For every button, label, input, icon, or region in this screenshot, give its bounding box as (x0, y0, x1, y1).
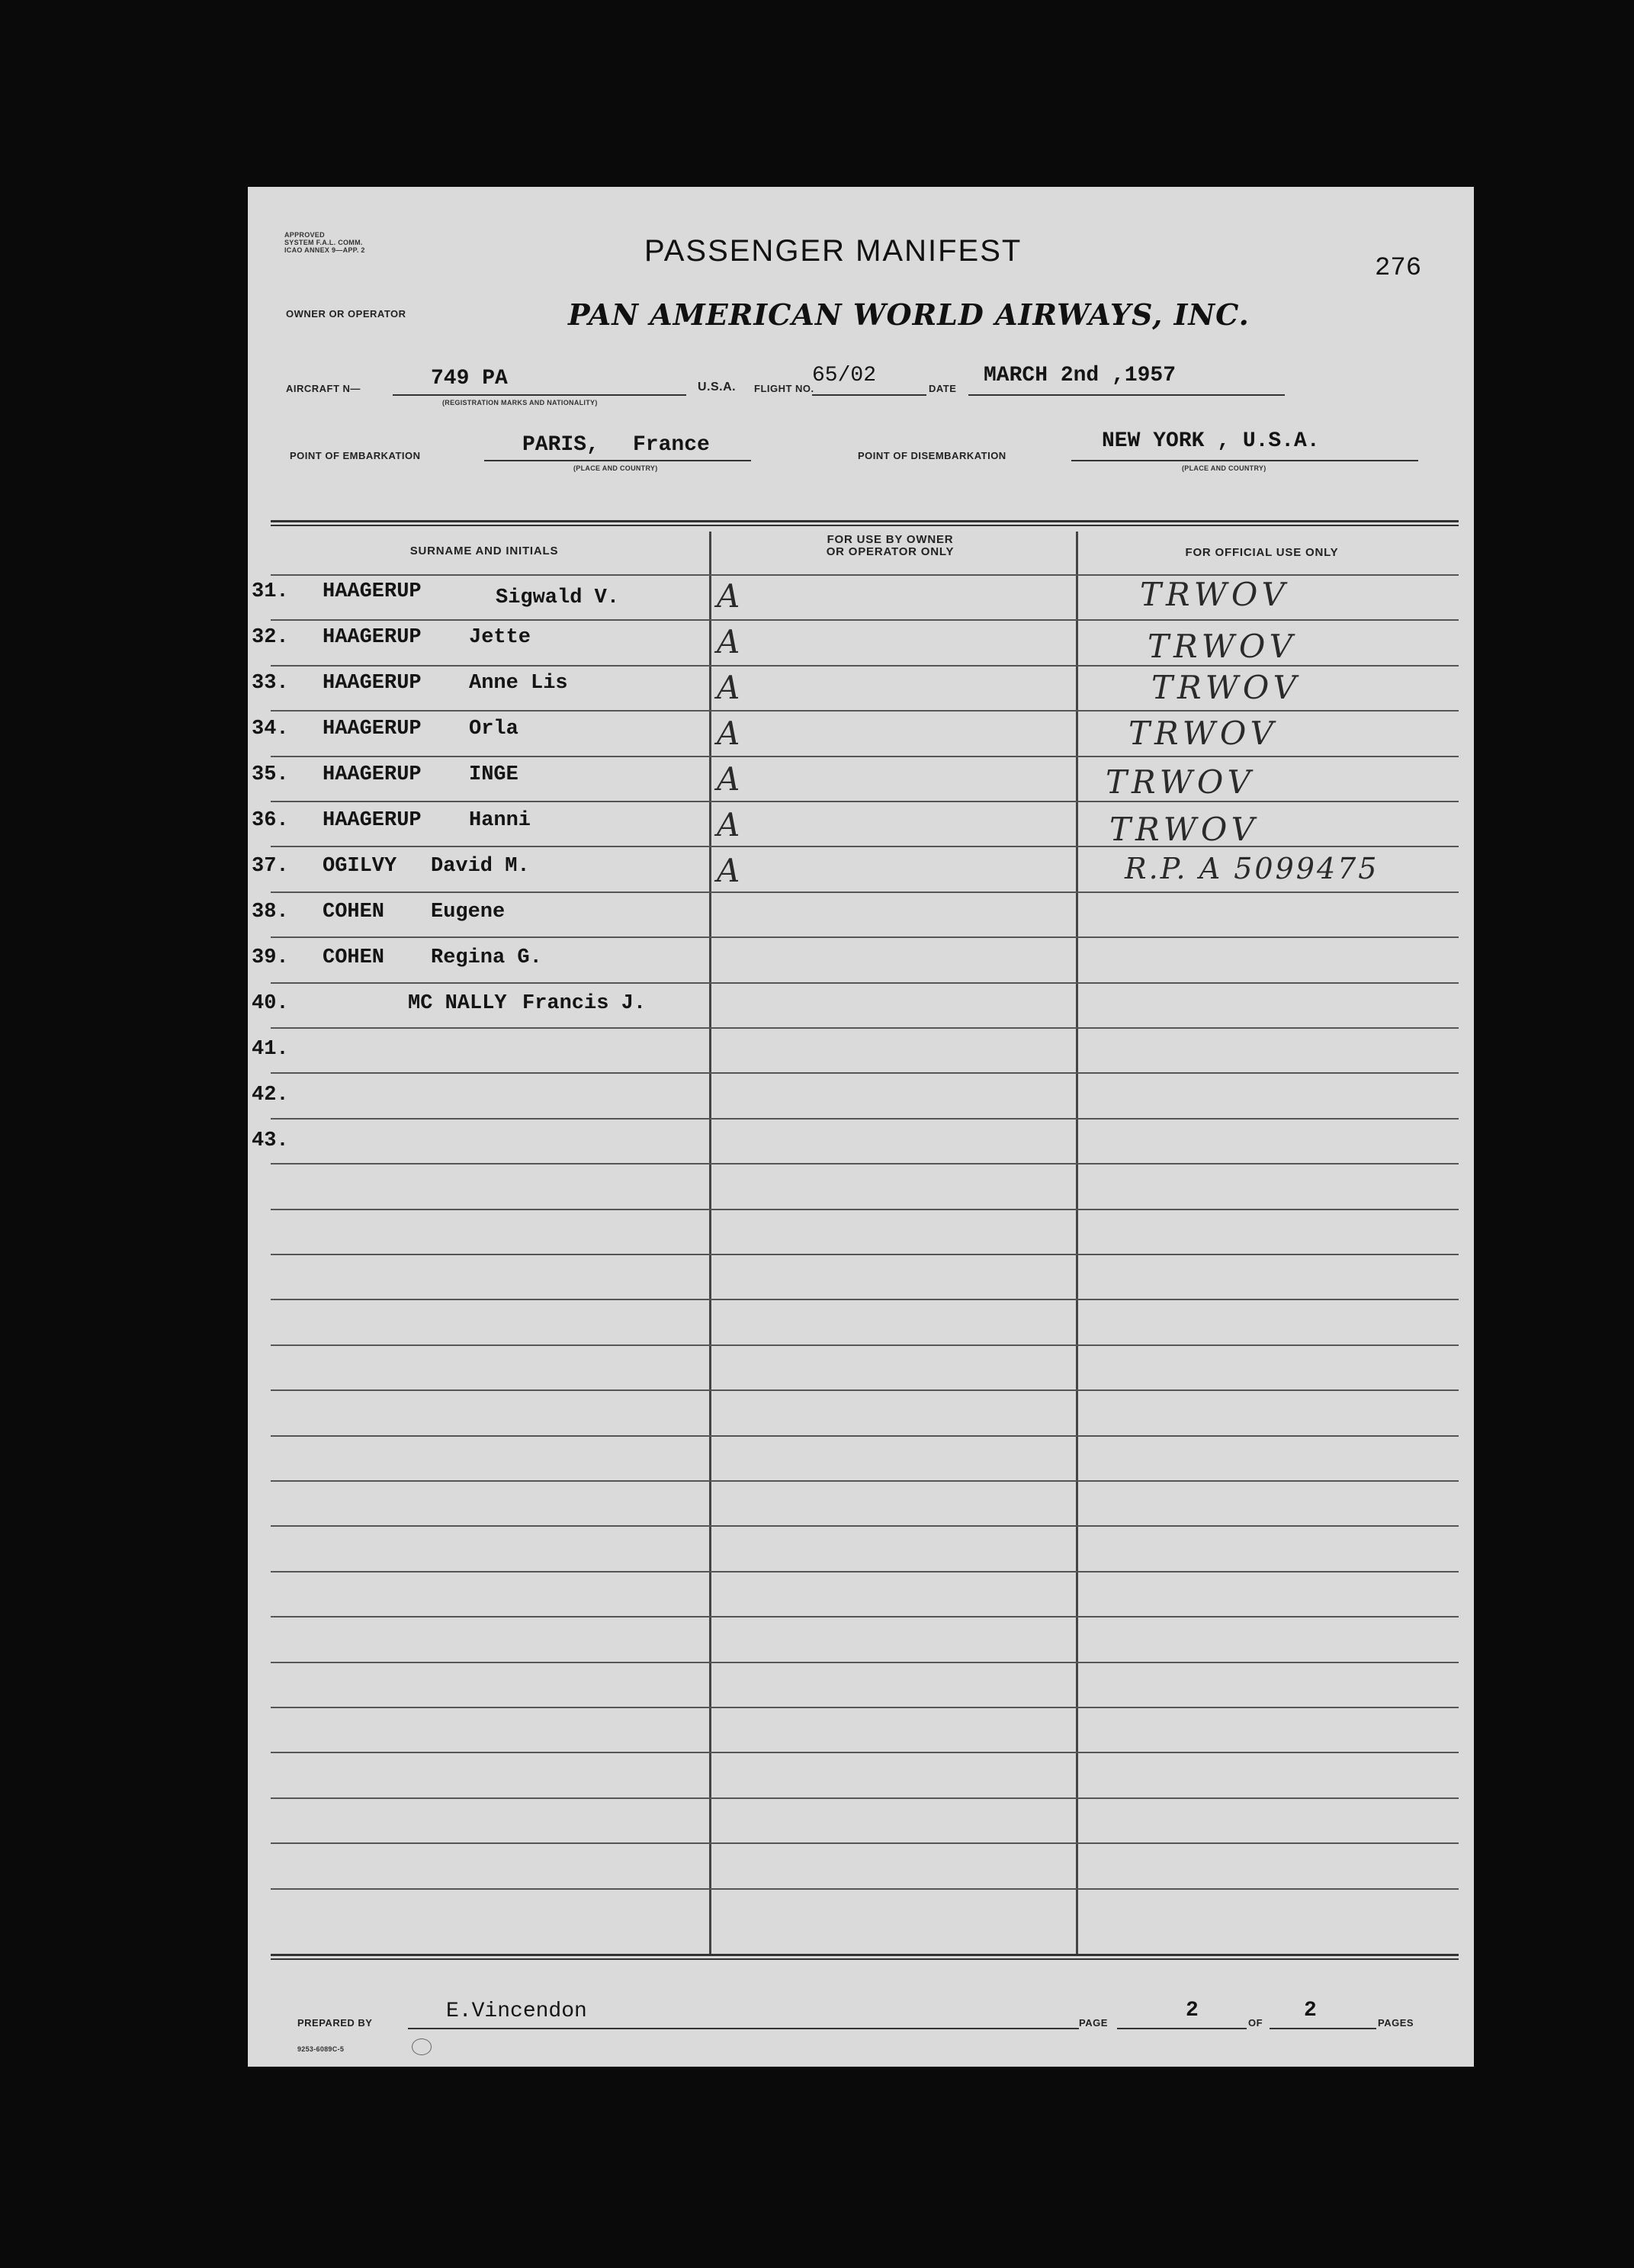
flight-value: 65/02 (812, 364, 877, 387)
passenger-given-name: Eugene (431, 901, 506, 924)
row-rule (271, 1480, 1459, 1482)
passenger-given-name: Hanni (469, 809, 531, 832)
page-value: 2 (1186, 1999, 1199, 2022)
row-number: 39. (252, 946, 289, 969)
owner-mark: A (717, 577, 745, 615)
printers-mark-icon (412, 2038, 432, 2055)
embark-city: PARIS, (522, 433, 599, 457)
passenger-given-name: Francis J. (522, 992, 647, 1015)
column-header-official-use: FOR OFFICIAL USE ONLY (1185, 546, 1339, 559)
manifest-page (248, 187, 1474, 2067)
row-number: 41. (252, 1038, 289, 1061)
date-label: DATE (929, 383, 957, 394)
passenger-given-name: Orla (469, 718, 518, 740)
owner-mark: A (717, 669, 745, 706)
row-number: 36. (252, 809, 289, 832)
passenger-surname: HAAGERUP (323, 763, 422, 786)
table-row (248, 574, 1474, 620)
passenger-given-name: Regina G. (431, 946, 542, 969)
official-entry: TRWOV (1148, 628, 1297, 665)
passenger-surname: HAAGERUP (323, 580, 422, 603)
passenger-surname: COHEN (323, 946, 385, 969)
passenger-given-name: David M. (431, 855, 530, 878)
column-header-owner-line: OR OPERATOR ONLY (826, 545, 955, 558)
passenger-surname: OGILVY (323, 855, 397, 878)
owner-label: OWNER OR OPERATOR (286, 308, 406, 320)
row-rule (271, 1707, 1459, 1708)
pages-label: PAGES (1378, 2017, 1414, 2029)
form-number: 9253-6089C-5 (297, 2045, 345, 2053)
approved-line: SYSTEM F.A.L. COMM. (284, 239, 363, 246)
disembark-value: NEW YORK , U.S.A. (1102, 429, 1320, 453)
prepared-by-value: E.Vincendon (446, 2000, 587, 2023)
table-row (248, 895, 1474, 940)
date-value: MARCH 2nd ,1957 (984, 364, 1177, 387)
row-rule (271, 1435, 1459, 1437)
official-entry: R.P. A 5099475 (1125, 852, 1379, 885)
row-rule (271, 1888, 1459, 1890)
row-rule (271, 1662, 1459, 1663)
approved-line: APPROVED (284, 231, 325, 239)
official-entry: TRWOV (1151, 669, 1301, 706)
approved-block (284, 231, 365, 254)
owner-mark: A (717, 623, 745, 660)
row-rule (271, 1209, 1459, 1210)
embark-country: France (633, 433, 710, 457)
flight-label: FLIGHT NO. (754, 383, 814, 394)
company-name: PAN AMERICAN WORLD AIRWAYS, INC. (568, 297, 1250, 332)
owner-mark: A (717, 852, 745, 889)
registration-note: (REGISTRATION MARKS AND NATIONALITY) (442, 399, 598, 406)
table-row (248, 986, 1474, 1032)
owner-mark: A (717, 760, 745, 798)
row-number: 35. (252, 763, 289, 786)
passenger-given-name: Jette (469, 626, 531, 649)
row-rule (271, 1254, 1459, 1255)
embark-note: (PLACE AND COUNTRY) (573, 464, 658, 472)
table-row (248, 712, 1474, 757)
passenger-surname: HAAGERUP (323, 672, 422, 695)
prepared-by-label: PREPARED BY (297, 2017, 373, 2029)
table-row (248, 757, 1474, 803)
passenger-surname: COHEN (323, 901, 385, 924)
passenger-surname: HAAGERUP (323, 809, 422, 832)
table-row (248, 940, 1474, 986)
table-row (248, 1123, 1474, 1169)
row-rule (271, 1344, 1459, 1346)
page-title: PASSENGER MANIFEST (644, 234, 1022, 268)
aircraft-value: 749 PA (431, 367, 508, 390)
row-rule (271, 1571, 1459, 1573)
row-number: 32. (252, 626, 289, 649)
official-entry: TRWOV (1128, 715, 1278, 752)
row-rule (271, 1525, 1459, 1527)
column-header-owner-line: FOR USE BY OWNER (827, 533, 954, 546)
embark-label: POINT OF EMBARKATION (290, 450, 421, 461)
passenger-surname: HAAGERUP (323, 626, 422, 649)
row-rule (271, 1752, 1459, 1753)
table-row (248, 849, 1474, 895)
row-number: 34. (252, 718, 289, 740)
of-value: 2 (1304, 1999, 1317, 2022)
table-row (248, 1032, 1474, 1078)
table-row (248, 1078, 1474, 1123)
row-rule (271, 1842, 1459, 1844)
table-row (248, 620, 1474, 666)
passenger-given-name: Sigwald V. (496, 586, 620, 609)
row-rule (271, 1389, 1459, 1391)
owner-mark: A (717, 715, 745, 752)
passenger-given-name: INGE (469, 763, 518, 786)
of-label: OF (1248, 2017, 1263, 2029)
row-number: 40. (252, 992, 289, 1015)
table-row (248, 803, 1474, 849)
row-number: 33. (252, 672, 289, 695)
usa-label: U.S.A. (698, 381, 737, 394)
row-rule (271, 1797, 1459, 1799)
owner-mark: A (717, 806, 745, 843)
page-label: PAGE (1079, 2017, 1108, 2029)
aircraft-label: AIRCRAFT N— (286, 383, 361, 394)
column-header-surname: SURNAME AND INITIALS (409, 545, 559, 557)
approved-line: ICAO ANNEX 9—APP. 2 (284, 246, 365, 254)
row-number: 43. (252, 1129, 289, 1152)
row-number: 37. (252, 855, 289, 878)
page-stamp-number: 276 (1375, 254, 1422, 283)
passenger-surname: MC NALLY (408, 992, 507, 1015)
disembark-note: (PLACE AND COUNTRY) (1182, 464, 1266, 472)
passenger-given-name: Anne Lis (469, 672, 568, 695)
official-entry: TRWOV (1109, 811, 1259, 848)
column-header-owner-use (709, 534, 1071, 558)
row-rule (271, 1616, 1459, 1617)
row-number: 42. (252, 1084, 289, 1107)
official-entry: TRWOV (1140, 576, 1289, 613)
passenger-surname: HAAGERUP (323, 718, 422, 740)
row-number: 31. (252, 580, 289, 603)
official-entry: TRWOV (1106, 763, 1255, 801)
row-number: 38. (252, 901, 289, 924)
disembark-label: POINT OF DISEMBARKATION (858, 450, 1006, 461)
table-row (248, 666, 1474, 712)
row-rule (271, 1299, 1459, 1300)
